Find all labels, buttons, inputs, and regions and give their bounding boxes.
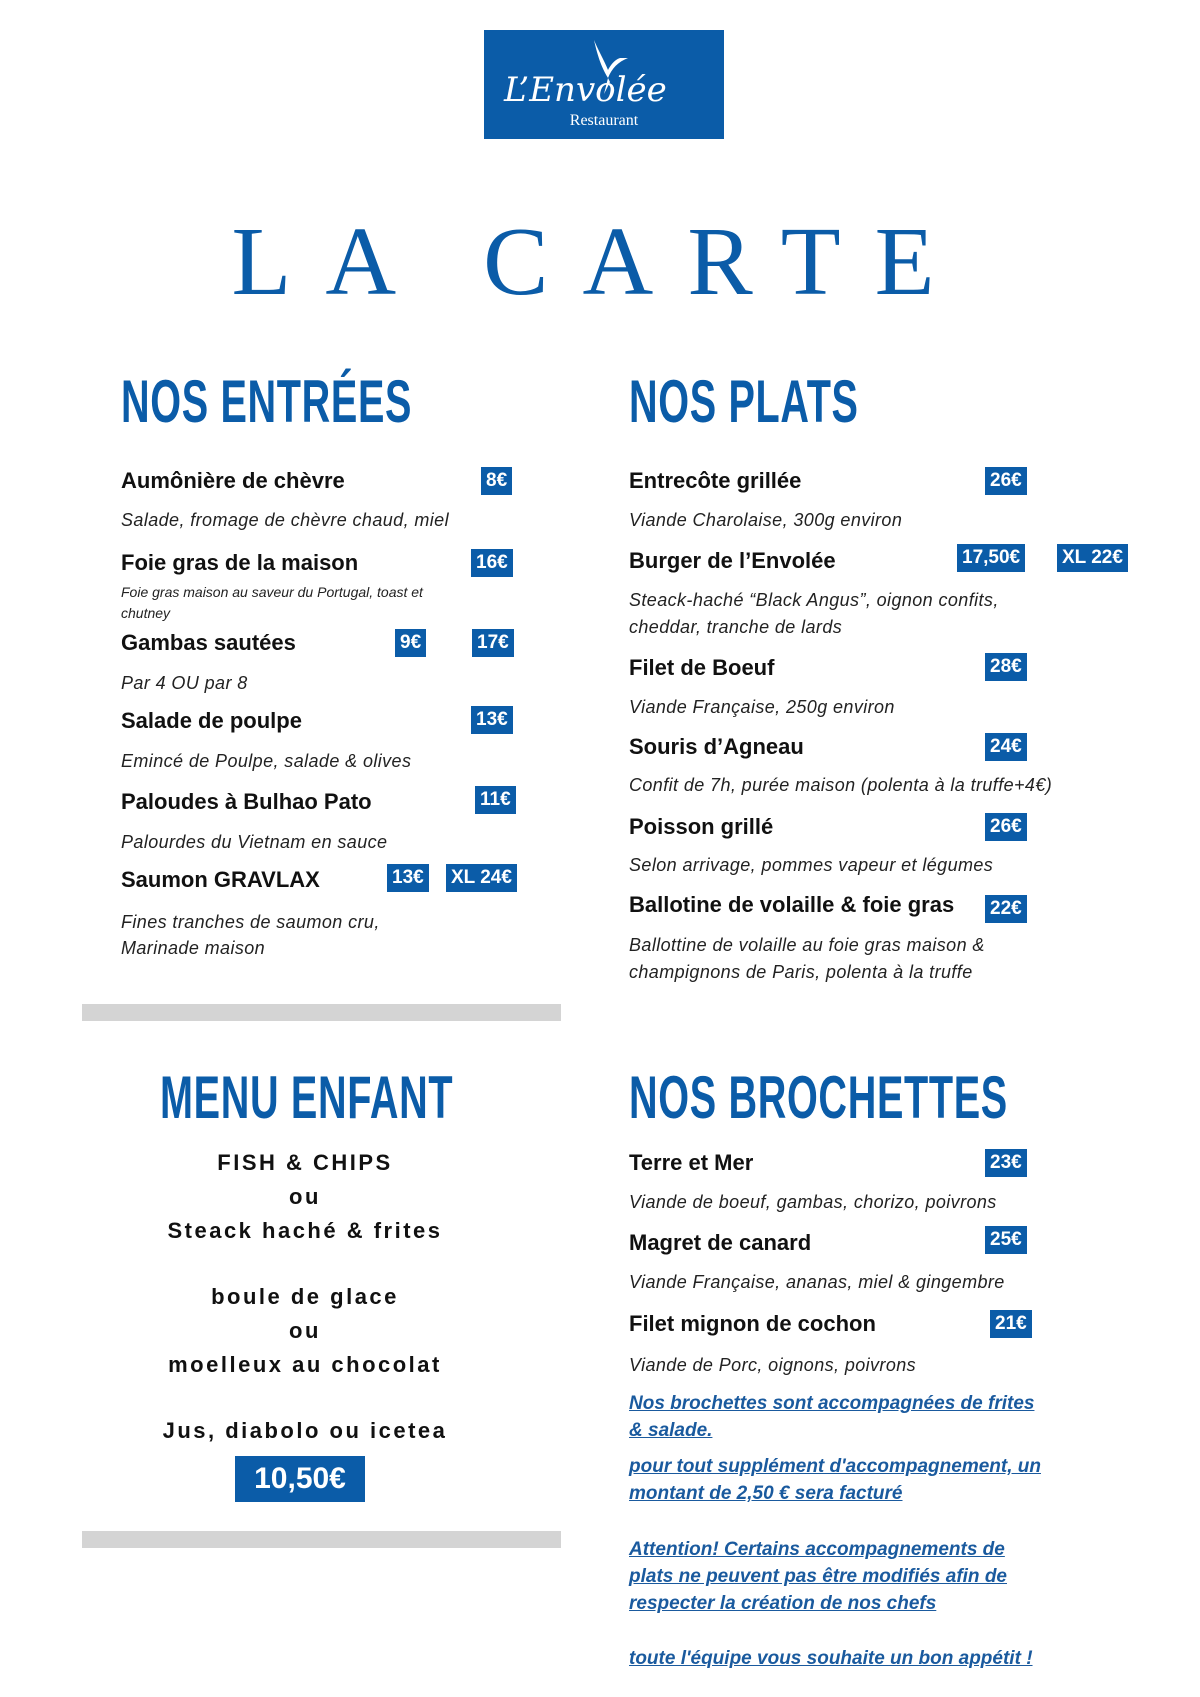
enfant-line: FISH & CHIPS <box>217 1150 393 1175</box>
note-text: plats ne peuvent pas être modifiés afin de <box>629 1566 1007 1587</box>
price-badge: 17,50€ <box>957 544 1025 572</box>
restaurant-logo <box>484 30 724 139</box>
price-badge: 22€ <box>985 895 1027 923</box>
price-badge: 23€ <box>985 1149 1027 1177</box>
price-badge: 21€ <box>990 1310 1032 1338</box>
plat-name: Souris d’Agneau <box>629 734 804 759</box>
plat-name: Burger de l’Envolée <box>629 548 836 573</box>
entree-desc: Fines tranches de saumon cru, <box>121 912 380 932</box>
page-title: LA CARTE <box>231 208 969 316</box>
entree-desc: Par 4 OU par 8 <box>121 673 248 693</box>
plat-desc: Viande Charolaise, 300g environ <box>629 510 903 530</box>
plat-desc: cheddar, tranche de lards <box>629 617 843 637</box>
plat-name: Filet de Boeuf <box>629 655 775 680</box>
logo-script: L’Envolée <box>504 70 667 110</box>
note-text: Nos brochettes sont accompagnées de frites <box>629 1393 1035 1414</box>
price-badge: 17€ <box>472 629 514 657</box>
price-badge: 26€ <box>985 813 1027 841</box>
price-badge: 24€ <box>985 733 1027 761</box>
brochette-name: Terre et Mer <box>629 1150 754 1175</box>
entree-desc: Salade, fromage de chèvre chaud, miel <box>121 510 449 530</box>
entree-name: Saumon GRAVLAX <box>121 867 320 892</box>
plats-heading: NOS PLATS <box>629 368 859 435</box>
enfant-heading: MENU ENFANT <box>160 1064 454 1131</box>
plat-desc: Steack-haché “Black Angus”, oignon confits, <box>629 590 999 610</box>
entree-name: Salade de poulpe <box>121 708 302 733</box>
brochette-desc: Viande de Porc, oignons, poivrons <box>629 1355 917 1375</box>
enfant-price-badge: 10,50€ <box>235 1456 365 1502</box>
entree-desc: Emincé de Poulpe, salade & olives <box>121 751 412 771</box>
note-text: & salade. <box>629 1420 713 1441</box>
price-badge: 8€ <box>481 467 512 495</box>
note-text: pour tout supplément d'accompagnement, un <box>629 1456 1041 1477</box>
entree-desc: chutney <box>121 605 171 621</box>
plat-desc: Selon arrivage, pommes vapeur et légumes <box>629 855 994 875</box>
price-badge: 26€ <box>985 467 1027 495</box>
brochettes-heading: NOS BROCHETTES <box>629 1064 1008 1131</box>
price-badge: 16€ <box>471 549 513 577</box>
plat-desc: Viande Française, 250g environ <box>629 697 895 717</box>
entree-desc: Marinade maison <box>121 938 266 958</box>
note-text: montant de 2,50 € sera facturé <box>629 1483 903 1504</box>
price-badge: 13€ <box>471 706 513 734</box>
enfant-line: ou <box>289 1184 321 1209</box>
plat-name: Poisson grillé <box>629 814 774 839</box>
plat-name: Entrecôte grillée <box>629 468 802 493</box>
logo-subtitle: Restaurant <box>569 112 639 129</box>
brochette-desc: Viande de boeuf, gambas, chorizo, poivrons <box>629 1192 997 1212</box>
plat-desc: Confit de 7h, purée maison (polenta à la truffe+4€) <box>629 775 1053 795</box>
price-badge: 28€ <box>985 653 1027 681</box>
enfant-line: Steack haché & frites <box>167 1218 443 1243</box>
entree-name: Foie gras de la maison <box>121 550 359 575</box>
enfant-line: boule de glace <box>211 1284 399 1309</box>
note-text: respecter la création de nos chefs <box>629 1593 937 1614</box>
brochette-name: Filet mignon de cochon <box>629 1311 876 1336</box>
note-text: toute l'équipe vous souhaite un bon appétit ! <box>629 1648 1033 1669</box>
brochette-name: Magret de canard <box>629 1230 812 1255</box>
entree-name: Paloudes à Bulhao Pato <box>121 789 372 814</box>
price-badge: 11€ <box>475 786 516 814</box>
price-badge: XL 24€ <box>446 864 517 892</box>
entrees-heading: NOS ENTRÉES <box>121 368 413 435</box>
price-badge: XL 22€ <box>1057 544 1128 572</box>
entree-desc: Foie gras maison au saveur du Portugal, toast et <box>121 584 423 600</box>
plat-name: Ballotine de volaille & foie gras <box>629 892 955 917</box>
section-divider <box>82 1531 561 1548</box>
price-badge: 13€ <box>387 864 429 892</box>
enfant-line: ou <box>289 1318 321 1343</box>
entree-name: Aumônière de chèvre <box>121 468 345 493</box>
note-text: Attention! Certains accompagnements de <box>629 1539 1005 1560</box>
entree-name: Gambas sautées <box>121 630 296 655</box>
plat-desc: Ballottine de volaille au foie gras maison & <box>629 935 985 955</box>
enfant-line: Jus, diabolo ou icetea <box>162 1418 448 1443</box>
plat-desc: champignons de Paris, polenta à la truffe <box>629 962 973 982</box>
entree-desc: Palourdes du Vietnam en sauce <box>121 832 388 852</box>
brochette-desc: Viande Française, ananas, miel & gingembre <box>629 1272 1005 1292</box>
price-badge: 25€ <box>985 1226 1027 1254</box>
enfant-line: moelleux au chocolat <box>168 1352 442 1377</box>
price-badge: 9€ <box>395 629 426 657</box>
section-divider <box>82 1004 561 1021</box>
